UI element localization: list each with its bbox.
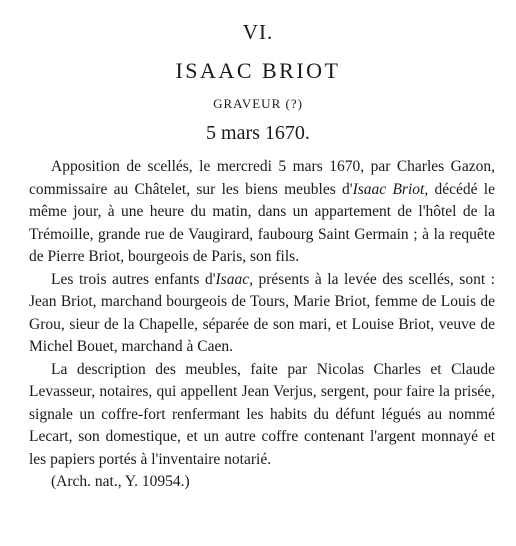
paragraph-seals-text-b: décédé le même jour, à une heure du matin, dans un appartement de l'hôtel de la Trémoille, grande rue de Vaugirard, faubourg Saint Germain ; à la requête de Pierre Briot, bourgeois de Paris, son fils.	[29, 180, 495, 265]
archive-citation: (Arch. nat., Y. 10954.)	[51, 473, 190, 490]
chapter-number: VI.	[242, 20, 274, 44]
paragraph-seals-text-a: Apposition de scellés, le mercredi 5 mars 1670, par Charles Gazon, commissaire au Châtelet, sur les biens meubles d'	[29, 158, 495, 198]
person-name-heading: ISAAC BRIOT	[175, 58, 341, 83]
paragraph-children-italic: Isaac,	[215, 270, 253, 288]
record-date: 5 mars 1670.	[206, 122, 310, 144]
paragraph-seals	[29, 156, 495, 269]
profession-subheading: GRAVEUR (?)	[213, 96, 303, 111]
paragraph-children-text-a: Les trois autres enfants d'	[51, 270, 216, 288]
paragraph-seals-italic: Isaac Briot,	[352, 180, 429, 198]
paragraph-children-text-b: présents à la levée des scellés, sont : Jean Briot, marchand bourgeois de Tours, Marie Briot, femme de Louis de Grou, sieur de la Chapelle, séparée de son mari, et Louise Briot, veuve de Michel Bouet, marchand à Caen.	[29, 270, 495, 355]
paragraph-inventory: La description des meubles, faite par Nicolas Charles et Claude Levasseur, notaires, qui appellent Jean Verjus, sergent, pour faire la prisée, signale un coffre-fort renfermant les habits du défunt légués au nommé Lecart, son domestique, et un autre coffre contenant l'argent monnayé et les papiers portés à l'inventaire notarié.	[29, 360, 495, 468]
paragraph-children	[29, 269, 495, 359]
document-body	[29, 156, 495, 494]
